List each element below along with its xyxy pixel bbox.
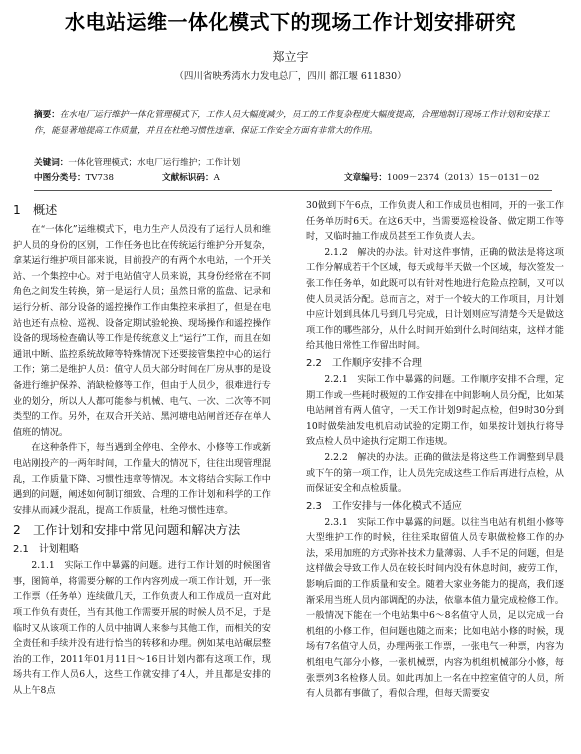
- article-number-field: [344, 171, 539, 185]
- section-1-heading: 1 概述: [13, 203, 58, 217]
- abstract-text: 在水电厂运行维护一体化管理模式下，工作人员大幅度减少，员工的工作复杂程度大幅度提高，合理地制订现场工作计划和安排工作，能显著地提高工作质量，并且在杜绝习惯性违章、保证工作安全方面有非常大的作用。: [34, 110, 550, 136]
- left-column: [13, 198, 271, 754]
- keywords: [34, 156, 552, 170]
- author-name: 郑立宇: [272, 50, 309, 64]
- section-2-2-2-paragraph: 2.2.2 解决的办法。正确的做法是将这些工作调整到早晨或下午的第一项工作，让人员先完成这些工作后再进行点检，从而保证安全和点检质量。: [306, 451, 564, 495]
- clc-value: TV738: [85, 173, 114, 183]
- right-column: [306, 198, 564, 754]
- section-2-heading: 2 工作计划和安排中常见问题和解决方法: [13, 523, 241, 538]
- paper-title: 水电站运维一体化模式下的现场工作计划安排研究: [65, 10, 516, 34]
- abstract: [34, 108, 552, 139]
- header-divider: [34, 190, 552, 191]
- doc-code-label: 文献标识码：: [162, 173, 214, 183]
- keywords-text: 一体化管理模式；水电厂运行维护；工作计划: [68, 158, 241, 168]
- section-2-2-heading: 2.2 工作顺序安排不合理: [306, 357, 422, 369]
- section-2-3-heading: 2.3 工作安排与一体化模式不适应: [306, 500, 462, 512]
- section-2-2-1-paragraph: 2.2.1 实际工作中暴露的问题。工作顺序安排不合理，定期工作或一些耗时极短的工作安排在中间影响人员分配，比如某电站闸首有两人值守，一天工作计划9时起点检，但9时30分到10时做柴油发电机启动试验的定期工作，如果按计划执行将导致点检人员中途执行定期工作违规。: [306, 373, 564, 448]
- doc-code-field: [162, 171, 220, 185]
- section-2-3-1-paragraph: 2.3.1 实际工作中暴露的问题。以往当电站有机组小修等大型维护工作的时候，往往采取留值人员专职做检修工作的办法，采用加班的方式弥补技术力量薄弱、人手不足的问题，但是这样做会导致工作人员在较长时间内没有休息时间，疲劳工作，影响后面的工作质量和安全。随着大家业务能力的提高，我们逐渐采用当班人员内部调配的办法，依靠本值力量完成检修工作。一般情况下能在一个电站集中6～8名值守人员，足以完成一台机组的小修工作，但问题也随之而来；比如电站小修的时候，现场有7名值守人员，办理两张工作票，一张电气一种票，内容为机组电气部分小修，一张机械票，内容为机组机械部分小修，每张票列3名检修人员。如此再加上一名在中控室值守的人员，所有人员都有事做了，看似合理，但每天需要安: [306, 516, 564, 700]
- article-number-value: 1009－2374（2013）15－0131－02: [386, 173, 540, 183]
- section-2-1-1-paragraph: 2.1.1 实际工作中暴露的问题。进行工作计划的时候图省事，图简单，将需要分解的工作内容列成一项工作计划，开一张工作票（任务单）连续做几天，工作负责人和工作成员一直对此项工作负有责任，当有其他工作需要开展的时候人员不足，于是临时又从该项工作的人员中抽调人来参与其他工作，而相关的安全责任和手续并没有进行恰当的转移和办理。例如某电站碾层整治的工作，2011年01月11日～16日计划内都有这项工作，现场共有工作人员6人，这些工作就安排了4人，并且都是安排的从上午8点: [13, 560, 271, 697]
- abstract-label: 摘要：: [34, 110, 60, 120]
- section-1-paragraph-1: 在“一体化”运维模式下，电力生产人员没有了运行人员和维护人员的身份的区别，工作任务也比在传统运行维护分开复杂，拿某运行维护项目部来说，目前投产的有两个水电站，一个开关站、一个集控中心。对于电站值守人员来说，其身份经常在不同角色之间发生转换，第一是运行人员；虽然日常的监盘、记录和运行分析、部分设备的遥控操作工作由集控来承担了，但是在电站也还有点检、巡视、设备定期试验轮换、现场操作和遥控操作设备的现场检查确认等工作是传统意义上“运行”工作，而且在如通讯中断、监控系统故障等特殊情况下还要接管集控中心的运行工作；第二是维护人员：值守人员大部分时间在厂房从事的是设备进行维护保养、消缺检修等工作，但由于人员少，很难进行专业的划分，所以人人都可能参与机械、电气、一次、二次等不同类型的工作。另外，在双合开关站、黑河塘电站闸首还存在单人值班的情况。: [13, 224, 271, 438]
- section-1-paragraph-2: 在这种条件下，每当遇到全停电、全停水、小修等工作或新电站刚投产的一两年时间，工作量大的情况下，往往出现管理混乱，工作质量下降、习惯性违章等情况。本文将结合实际工作中遇到的问题，阐述如何制订细致、合理的工作计划和科学的工作安排从而减少混乱，提高工作质量，杜绝习惯性违章。: [13, 442, 271, 516]
- keywords-label: 关键词：: [34, 158, 69, 168]
- author-affiliation: （四川省映秀湾水力发电总厂，四川 都江堰 611830）: [174, 71, 407, 82]
- clc-label: 中图分类号：: [34, 173, 86, 183]
- section-2-1-2-paragraph: 2.1.2 解决的办法。针对这件事情，正确的做法是将这项工作分解成若干个区域，每天或每半天做一个区域，每次签发一张工作任务单，如此既可以有针对性地进行危险点控制，又可以使人员灵活分配。总而言之，对于一个较大的工作项目，月计划中应计划到具体几号到几号完成，日计划则应写清楚今天是做这项工作的哪些部分，从什么时间开始到什么时间结束，这样才能给其他日常性工作留出时间。: [306, 246, 564, 352]
- clc-field: [34, 171, 114, 185]
- classification-line: [34, 171, 552, 185]
- article-number-label: 文章编号：: [344, 173, 387, 183]
- doc-code-value: A: [213, 173, 220, 183]
- continued-paragraph: 30做到下午6点，工作负责人和工作成员也相同，开的一张工作任务单历时6天。在这6天中，当需要巡检设备、做定期工作等时，又临时抽工作成员甚至工作负责人去。: [306, 200, 564, 243]
- section-2-1-heading: 2.1 计划粗略: [13, 544, 79, 556]
